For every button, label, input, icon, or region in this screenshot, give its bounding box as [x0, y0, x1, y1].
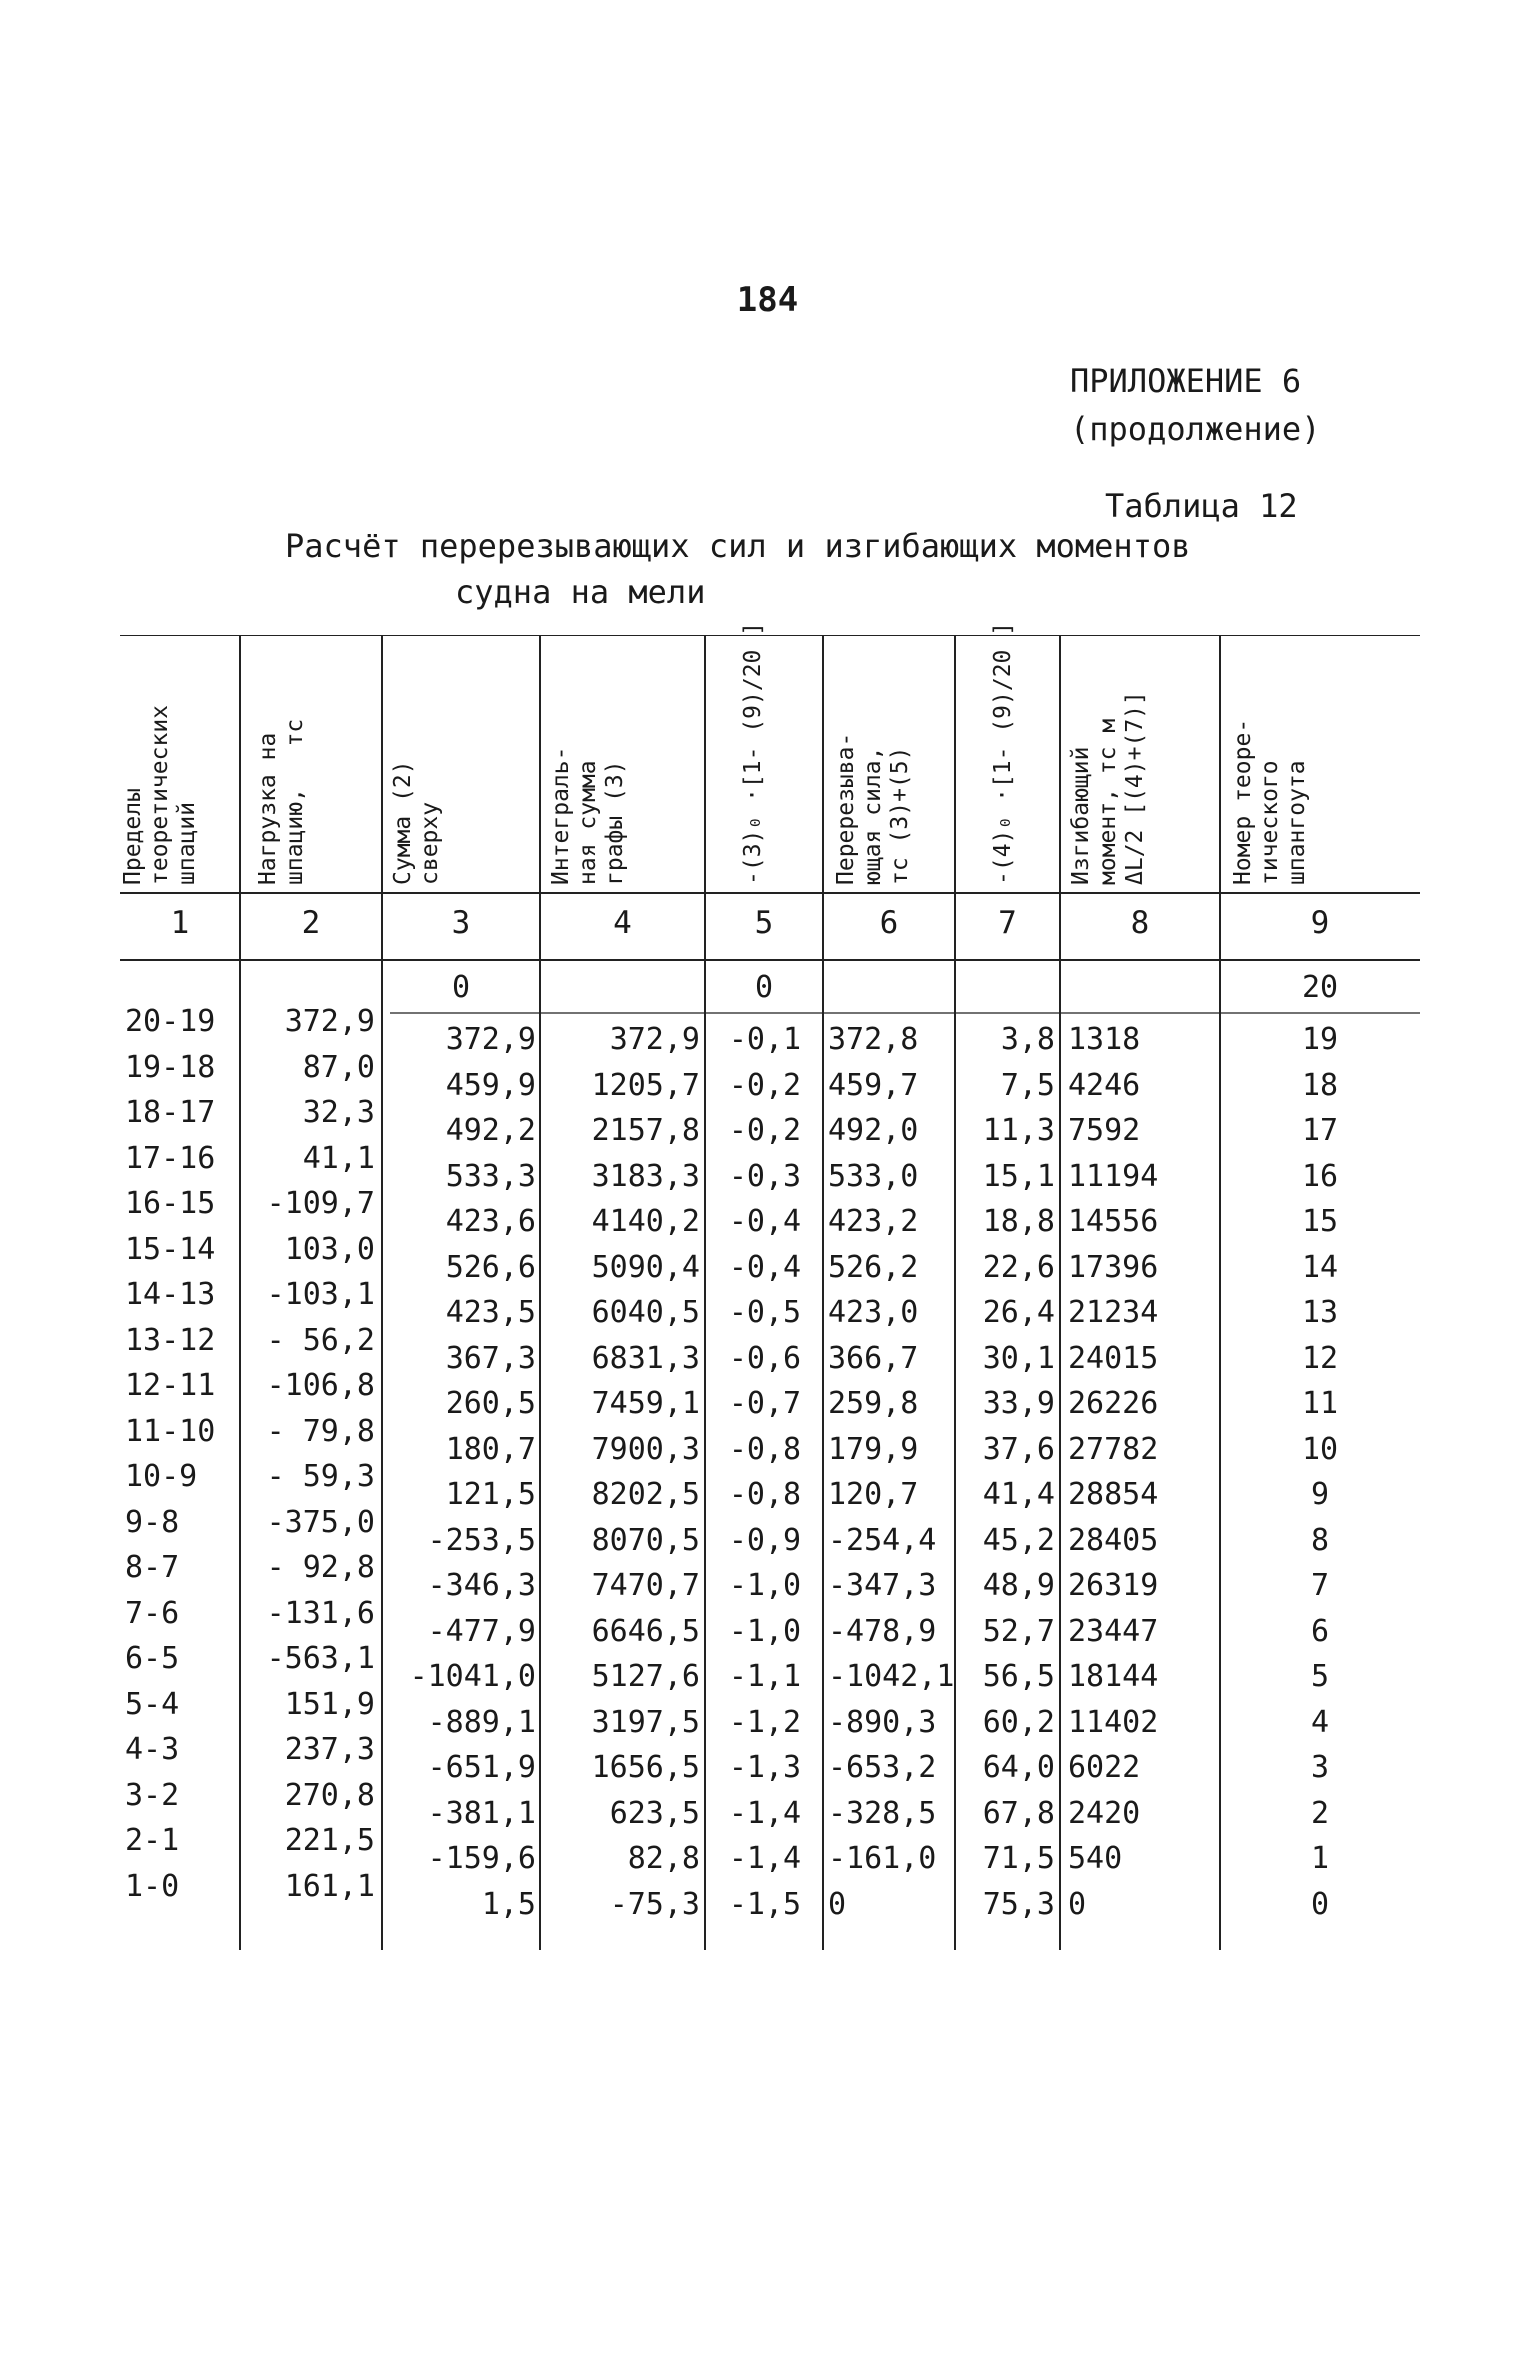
table-cell-col-1: 14-13 [125, 1277, 216, 1312]
table-cell-col-9: 15 [1301, 1204, 1339, 1239]
table-cell-col-8: 23447 [1068, 1613, 1159, 1649]
table-cell-col-4: 7900,3 [591, 1431, 700, 1467]
table-cell-col-8: 11402 [1068, 1704, 1159, 1740]
column-number: 3 [451, 905, 471, 941]
table-cell-col-7: 18,8 [982, 1204, 1055, 1239]
table-cell-col-9: 9 [1310, 1477, 1330, 1512]
table-cell-col-4: 1656,5 [591, 1750, 700, 1785]
table-cell-col-7: 30,1 [982, 1340, 1055, 1376]
table-cell-col-3: 423,6 [445, 1204, 536, 1239]
column-number: 1 [170, 905, 190, 941]
column-number: 5 [754, 905, 774, 941]
table-cell-col-2: - 79,8 [266, 1413, 375, 1449]
column-number: 6 [879, 905, 899, 941]
table-cell-col-9: 12 [1301, 1340, 1339, 1376]
table-cell-col-6: -890,3 [828, 1704, 937, 1740]
table-cell-col-6: 533,0 [828, 1158, 919, 1194]
table-cell-col-1: 4-3 [125, 1732, 180, 1767]
table-cell-col-7: 56,5 [982, 1659, 1055, 1694]
table-cell-col-5: -0,4 [728, 1204, 802, 1239]
table-cell-col-4: 5090,4 [591, 1249, 700, 1285]
header-col-9: Номер теоре- тического шпангоута [1230, 718, 1310, 885]
data-table [120, 621, 1420, 1950]
table-cell-col-5: -1,3 [728, 1750, 802, 1785]
table-cell-col-2: -103,1 [266, 1277, 375, 1312]
appendix-subtitle: (продолжение) [1070, 410, 1321, 448]
table-cell-col-1: 16-15 [125, 1186, 216, 1221]
table-cell-col-4: 5127,6 [591, 1659, 700, 1694]
table-caption-line2: судна на мели [455, 573, 706, 611]
table-cell-col-1: 2-1 [125, 1823, 180, 1858]
table-cell-col-8: 14556 [1068, 1204, 1159, 1239]
table-cell-col-3: 423,5 [445, 1295, 536, 1330]
table-cell-col-3: -889,1 [427, 1704, 536, 1740]
table-cell-col-3: 180,7 [445, 1431, 536, 1467]
table-cell-col-7: 64,0 [982, 1750, 1055, 1785]
table-cell-col-1: 1-0 [125, 1868, 180, 1904]
table-cell-col-1: 7-6 [125, 1595, 180, 1631]
table-cell-col-5: -0,8 [728, 1431, 802, 1467]
table-cell-col-1: 10-9 [125, 1459, 198, 1494]
table-cell-col-7: 41,4 [982, 1477, 1055, 1512]
table-cell-col-9: 8 [1310, 1522, 1330, 1558]
table-cell-col-9: 1 [1310, 1841, 1330, 1876]
table-cell-col-8: 6022 [1068, 1750, 1141, 1785]
table-cell-col-1: 15-14 [125, 1231, 216, 1267]
table-cell-col-7: 11,3 [982, 1113, 1055, 1148]
table-cell-col-1: 9-8 [125, 1504, 180, 1540]
table-cell-col-3: 121,5 [445, 1477, 536, 1512]
table-cell-col-6: -161,0 [828, 1841, 937, 1876]
table-cell-col-2: - 56,2 [266, 1322, 375, 1358]
table-cell-col-3: -346,3 [427, 1568, 536, 1603]
table-cell-col-1: 20-19 [125, 1004, 216, 1039]
table-cell-col-5: -1,4 [728, 1795, 802, 1831]
table-cell-col-2: 270,8 [284, 1777, 375, 1813]
table-cell-col-9: 6 [1310, 1613, 1330, 1649]
table-cell-col-2: 103,0 [284, 1231, 375, 1267]
table-cell-col-7: 75,3 [982, 1886, 1055, 1922]
table-cell-col-5: -1,5 [728, 1886, 802, 1922]
table-cell-col-6: 120,7 [828, 1477, 919, 1512]
table-cell-col-9: 19 [1301, 1022, 1339, 1057]
column-number: 4 [613, 905, 632, 941]
table-cell-col-6: -1042,1 [828, 1659, 955, 1694]
table-cell-col-5: -0,6 [728, 1340, 802, 1376]
table-cell-col-5: -0,2 [728, 1113, 802, 1148]
table-cell-col-8: 2420 [1068, 1795, 1141, 1831]
table-cell-col-4: 8070,5 [591, 1522, 700, 1558]
table-cell-col-5: -0,3 [728, 1158, 802, 1194]
table-cell-col-7: 67,8 [982, 1795, 1055, 1831]
table-cell-col-6: 459,7 [828, 1067, 919, 1103]
table-cell-col-4: 6646,5 [591, 1613, 700, 1649]
table-cell-col-4: 372,9 [609, 1022, 700, 1057]
table-cell-col-9: 0 [1310, 1886, 1330, 1922]
table-cell-col-2: -109,7 [266, 1186, 375, 1221]
table-cell-col-7: 60,2 [982, 1704, 1055, 1740]
table-cell-col-6: 423,0 [828, 1295, 919, 1330]
table-cell-col-8: 17396 [1068, 1249, 1159, 1285]
table-cell-col-6: 492,0 [828, 1113, 919, 1148]
table-cell-col-5: -1,1 [728, 1659, 802, 1694]
table-cell-col-4: 7470,7 [591, 1568, 700, 1603]
table-cell-col-1: 6-5 [125, 1641, 180, 1676]
table-cell-col-8: 28405 [1068, 1522, 1159, 1558]
table-cell-col-3: 1,5 [481, 1886, 536, 1922]
table-cell-col-6: -478,9 [828, 1613, 937, 1649]
table-cell-col-1: 19-18 [125, 1049, 216, 1085]
table-cell-col-1: 3-2 [125, 1777, 180, 1813]
appendix-title: ПРИЛОЖЕНИЕ 6 [1070, 362, 1302, 400]
table-label: Таблица 12 [1105, 487, 1298, 525]
column-number: 7 [998, 905, 1017, 941]
table-cell-col-1: 11-10 [125, 1413, 216, 1449]
table-cell-col-6: -254,4 [828, 1522, 937, 1558]
column-number: 9 [1310, 905, 1330, 941]
header-col-7: -(4)₀ ·[1- (9)/20 ] [990, 621, 1016, 885]
table-cell-col-3: 367,3 [445, 1340, 536, 1376]
page-number: 184 [736, 280, 799, 320]
table-cell-col-1: 12-11 [125, 1368, 216, 1403]
table-cell-col-1: 5-4 [125, 1686, 180, 1722]
table-cell-col-8: 18144 [1068, 1659, 1159, 1694]
table-cell-col-8: 1318 [1068, 1022, 1141, 1057]
table-cell-col-9: 16 [1301, 1158, 1339, 1194]
table-cell-col-4: 8202,5 [591, 1477, 700, 1512]
table-cell-col-3: 492,2 [445, 1113, 536, 1148]
table-cell-col-9: 10 [1301, 1431, 1339, 1467]
table-cell-col-2: -375,0 [266, 1504, 375, 1540]
table-cell-col-5: -0,9 [728, 1522, 802, 1558]
table-cell-col-6: 526,2 [828, 1249, 919, 1285]
table-cell-col-4: 6831,3 [591, 1340, 700, 1376]
table-cell-col-5: -0,1 [728, 1022, 802, 1057]
table-cell-col-2: 372,9 [284, 1004, 375, 1039]
table-cell-col-5: -0,5 [728, 1295, 802, 1330]
table-cell-col-2: 41,1 [302, 1140, 375, 1176]
table-cell-col-2: 87,0 [302, 1049, 375, 1085]
table-cell-col-8: 26319 [1068, 1568, 1159, 1603]
table-cell-col-2: - 92,8 [266, 1550, 375, 1585]
table-cell-col-3: 459,9 [445, 1067, 536, 1103]
table-cell-col-3: 372,9 [445, 1022, 536, 1057]
table-cell-col-9: 3 [1310, 1750, 1330, 1785]
start-row-correction: 0 [754, 970, 774, 1005]
start-row-frame-number: 20 [1301, 970, 1339, 1005]
table-cell-col-2: 237,3 [284, 1732, 375, 1767]
table-caption-line1: Расчёт перерезывающих сил и изгибающих моментов [285, 527, 1191, 565]
table-cell-col-1: 8-7 [125, 1550, 180, 1585]
table-cell-col-8: 4246 [1068, 1067, 1141, 1103]
table-cell-col-1: 13-12 [125, 1322, 216, 1358]
table-cell-col-4: 2157,8 [591, 1113, 700, 1148]
table-cell-col-3: -253,5 [427, 1522, 536, 1558]
table-cell-col-7: 45,2 [982, 1522, 1055, 1558]
table-cell-col-8: 21234 [1068, 1295, 1159, 1330]
table-cell-col-7: 71,5 [982, 1841, 1055, 1876]
table-cell-col-1: 18-17 [125, 1095, 216, 1130]
table-cell-col-4: 623,5 [609, 1795, 700, 1831]
table-cell-col-2: -563,1 [266, 1641, 375, 1676]
header-col-4: Интеграль- ная сумма графы (3) [548, 746, 628, 885]
table-cell-col-4: 6040,5 [591, 1295, 700, 1330]
header-col-6: Перерезыва- ющая сила, тс (3)+(5) [833, 732, 913, 885]
table-cell-col-5: -1,0 [728, 1613, 802, 1649]
table-cell-col-3: -381,1 [427, 1795, 536, 1831]
table-cell-col-8: 27782 [1068, 1431, 1159, 1467]
table-cell-col-3: 533,3 [445, 1158, 536, 1194]
table-cell-col-3: 260,5 [445, 1386, 536, 1421]
column-number: 8 [1130, 905, 1150, 941]
table-cell-col-9: 2 [1310, 1795, 1330, 1831]
table-cell-col-3: -1041,0 [409, 1659, 536, 1694]
table-cell-col-8: 11194 [1068, 1158, 1159, 1194]
table-cell-col-8: 540 [1068, 1841, 1123, 1876]
table-cell-col-4: -75,3 [609, 1886, 700, 1922]
table-cell-col-7: 7,5 [1000, 1067, 1055, 1103]
table-cell-col-6: -653,2 [828, 1750, 937, 1785]
table-cell-col-7: 52,7 [982, 1613, 1055, 1649]
table-cell-col-7: 22,6 [982, 1249, 1055, 1285]
table-cell-col-5: -1,0 [728, 1568, 802, 1603]
table-cell-col-4: 3197,5 [591, 1704, 700, 1740]
header-col-5: -(3)₀ ·[1- (9)/20 ] [740, 621, 766, 885]
table-cell-col-4: 1205,7 [591, 1067, 700, 1103]
table-cell-col-6: 0 [828, 1886, 847, 1922]
table-cell-col-3: 526,6 [445, 1249, 536, 1285]
table-cell-col-8: 26226 [1068, 1386, 1159, 1421]
table-cell-col-4: 4140,2 [591, 1204, 700, 1239]
table-cell-col-6: 372,8 [828, 1022, 919, 1057]
table-cell-col-8: 24015 [1068, 1340, 1159, 1376]
header-col-8: Изгибающий момент, тс м ΔL/2 [(4)+(7)] [1068, 691, 1148, 885]
table-cell-col-2: -106,8 [266, 1368, 375, 1403]
header-col-3: Сумма (2) сверху [390, 760, 443, 885]
table-cell-col-9: 11 [1301, 1386, 1339, 1421]
table-cell-col-3: -477,9 [427, 1613, 536, 1649]
table-cell-col-2: -131,6 [266, 1595, 375, 1631]
table-cell-col-9: 13 [1301, 1295, 1339, 1330]
table-cell-col-6: 423,2 [828, 1204, 919, 1239]
table-cell-col-6: 366,7 [828, 1340, 919, 1376]
table-cell-col-7: 26,4 [982, 1295, 1055, 1330]
header-col-1: Пределы теоретических шпаций [120, 704, 200, 885]
table-cell-col-6: -328,5 [828, 1795, 937, 1831]
header-col-2: Нагрузка на шпацию, тс [255, 718, 308, 885]
table-cell-col-2: 161,1 [284, 1868, 375, 1904]
table-cell-col-5: -0,8 [728, 1477, 802, 1512]
table-cell-col-9: 4 [1310, 1704, 1330, 1740]
table-cell-col-2: - 59,3 [266, 1459, 375, 1494]
table-cell-col-4: 7459,1 [591, 1386, 700, 1421]
start-row-sum: 0 [451, 970, 471, 1005]
table-cell-col-7: 33,9 [982, 1386, 1055, 1421]
column-number: 2 [301, 905, 321, 941]
table-cell-col-6: 179,9 [828, 1431, 919, 1467]
table-cell-col-5: -0,2 [728, 1067, 802, 1103]
table-cell-col-7: 37,6 [982, 1431, 1055, 1467]
table-cell-col-5: -0,4 [728, 1249, 802, 1285]
table-cell-col-7: 3,8 [1000, 1022, 1055, 1057]
table-cell-col-7: 48,9 [982, 1568, 1055, 1603]
table-cell-col-5: -1,2 [728, 1704, 802, 1740]
table-cell-col-6: -347,3 [828, 1568, 937, 1603]
table-cell-col-2: 151,9 [284, 1686, 375, 1722]
table-cell-col-1: 17-16 [125, 1140, 216, 1176]
table-cell-col-4: 82,8 [627, 1841, 700, 1876]
table-cell-col-7: 15,1 [982, 1158, 1055, 1194]
table-cell-col-3: -159,6 [427, 1841, 536, 1876]
table-cell-col-8: 28854 [1068, 1477, 1159, 1512]
table-cell-col-9: 14 [1301, 1249, 1339, 1285]
table-cell-col-2: 221,5 [284, 1823, 375, 1858]
table-cell-col-5: -1,4 [728, 1841, 802, 1876]
table-cell-col-4: 3183,3 [591, 1158, 700, 1194]
table-cell-col-9: 17 [1301, 1113, 1339, 1148]
table-cell-col-8: 7592 [1068, 1113, 1141, 1148]
table-cell-col-9: 5 [1310, 1659, 1330, 1694]
table-cell-col-9: 18 [1301, 1067, 1339, 1103]
table-cell-col-3: -651,9 [427, 1750, 536, 1785]
table-cell-col-8: 0 [1068, 1886, 1087, 1922]
table-cell-col-9: 7 [1310, 1568, 1330, 1603]
table-cell-col-5: -0,7 [728, 1386, 802, 1421]
table-cell-col-2: 32,3 [302, 1095, 375, 1130]
table-cell-col-6: 259,8 [828, 1386, 919, 1421]
